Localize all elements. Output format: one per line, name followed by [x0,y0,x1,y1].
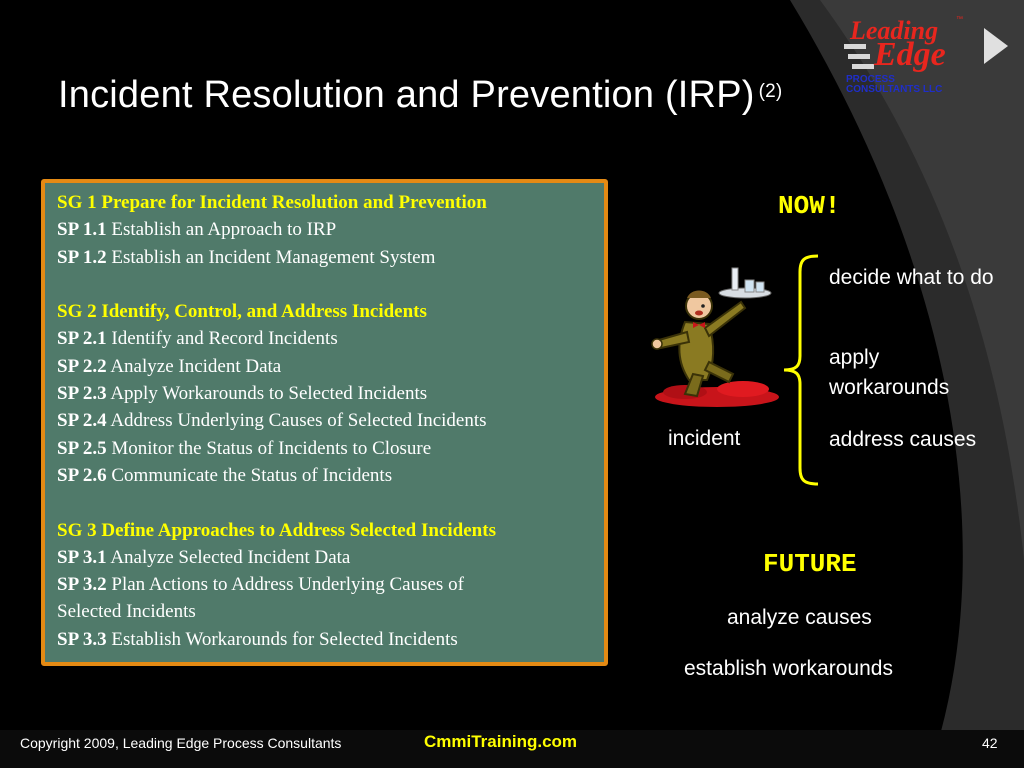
practice-id: SP 2.5 [57,437,107,459]
title-text: Incident Resolution and Prevention (IRP) [58,74,755,116]
practice-text: Communicate the Status of Incidents [111,464,393,486]
practice-text: Analyze Selected Incident Data [110,546,351,568]
logo-tm: ™ [956,16,963,23]
company-logo [844,14,1014,100]
practice-id: SP 2.6 [57,464,107,486]
now-label: NOW! [778,191,841,221]
specific-practice [45,407,604,434]
practice-text: Establish an Incident Management System [111,246,436,268]
specific-goal: SG 2 Identify, Control, and Address Incidents [57,301,427,323]
line-gap [45,489,604,516]
future-label: FUTURE [763,549,857,579]
specific-practice [45,325,604,352]
action-decide: decide what to do [829,266,994,289]
specific-practice [45,244,604,271]
practice-id: SP 3.2 [57,574,107,596]
action-address-causes: address causes [829,428,977,451]
logo-word-edge: Edge [874,36,946,73]
specific-practice [45,544,604,571]
practice-id: SP 1.1 [57,219,107,241]
practice-text: Monitor the Status of Incidents to Closure [111,437,432,459]
practice-id: SP 3.3 [57,628,107,650]
practice-text: Establish Workarounds for Selected Incidents [111,628,458,650]
specific-goal: SG 3 Define Approaches to Address Selected Incidents [57,519,496,541]
practice-text: Apply Workarounds to Selected Incidents [110,383,428,405]
specific-practice [45,571,604,598]
practice-continuation: Selected Incidents [57,601,196,623]
waiter-illustration [645,262,795,412]
logo-word-leading: Leading [850,16,939,45]
practice-text: Address Underlying Causes of Selected Incidents [110,410,487,432]
specific-practice [45,626,604,653]
footer-copyright: Copyright 2009, Leading Edge Process Consultants [20,735,342,751]
specific-practice [45,216,604,243]
bracket-icon [778,252,822,488]
specific-practice [45,462,604,489]
logo-subtitle [846,75,942,95]
future-item-analyze: analyze causes [727,606,872,629]
page-number: 42 [982,735,998,751]
practice-id: SP 2.1 [57,328,107,350]
specific-practice [45,353,604,380]
practice-id: SP 2.2 [57,355,107,377]
specific-goal: SG 1 Prepare for Incident Resolution and Prevention [57,192,487,213]
future-item-establish: establish workarounds [684,657,893,680]
practice-text: Analyze Incident Data [110,355,282,377]
practice-id: SP 2.3 [57,383,107,405]
specific-practice [45,380,604,407]
incident-label: incident [668,427,741,450]
slide-title [58,74,782,117]
title-suffix: (2) [758,81,783,102]
footer-site-link[interactable]: CmmiTraining.com [424,732,578,751]
practice-id: SP 1.2 [57,246,107,268]
practice-text: Identify and Record Incidents [111,328,338,350]
practice-id: SP 2.4 [57,410,107,432]
practice-id: SP 3.1 [57,546,107,568]
line-gap [45,271,604,298]
practices-box [41,179,608,666]
logo-word-consultants: CONSULTANTS LLC [846,84,943,95]
action-apply-workarounds: apply workarounds [829,346,950,399]
practice-text: Establish an Approach to IRP [111,219,337,241]
logo-word-process: PROCESS [846,74,895,85]
specific-practice [45,435,604,462]
practice-text: Plan Actions to Address Underlying Causes of [111,574,464,596]
